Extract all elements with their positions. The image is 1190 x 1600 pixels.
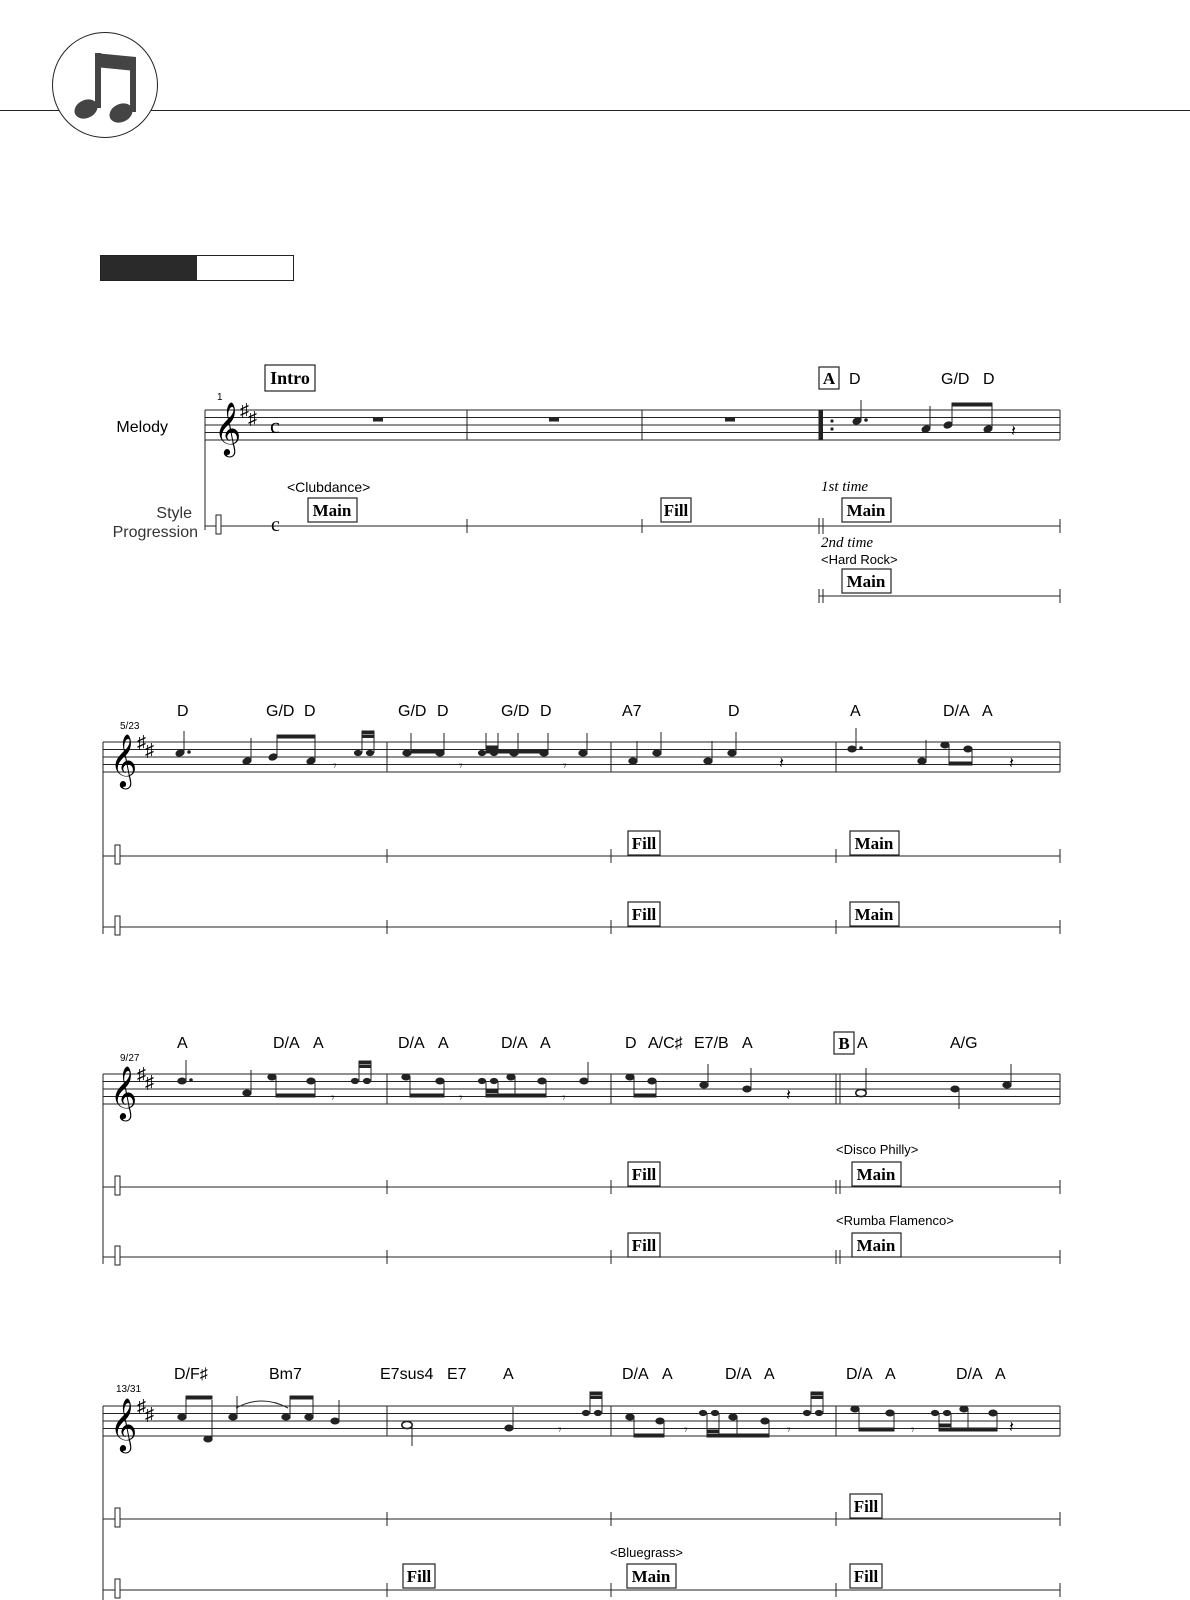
- eighth-rest: 𝄾: [563, 758, 567, 773]
- chord-symbol: E7sus4: [380, 1366, 434, 1383]
- chord-symbol: A: [313, 1035, 324, 1052]
- chord-symbol: D: [540, 703, 552, 720]
- system-2: [103, 703, 1060, 935]
- chord-symbol: E7/B: [694, 1035, 729, 1052]
- chord-symbol: A: [177, 1035, 188, 1052]
- key-signature: ♯: [145, 1404, 154, 1424]
- fill-label: Fill: [406, 1567, 432, 1586]
- style-track-1: [103, 845, 1060, 864]
- key-signature: ♯: [137, 1064, 146, 1084]
- treble-clef: 𝄞: [110, 1399, 138, 1450]
- whole-rest: [549, 418, 559, 422]
- melody-label: Melody: [116, 419, 168, 436]
- chord-symbol: A: [503, 1366, 514, 1383]
- style-name: <Clubdance>: [287, 479, 371, 495]
- style-name: <Disco Philly>: [836, 1142, 919, 1157]
- main-label: Main: [846, 572, 886, 591]
- chord-symbol: G/D: [266, 703, 295, 720]
- melody-notes: [178, 1392, 997, 1446]
- key-signature: ♯: [240, 400, 249, 420]
- chord-symbol: D/A: [725, 1366, 752, 1383]
- fill-label: Fill: [631, 905, 657, 924]
- main-label: Main: [631, 1567, 671, 1586]
- key-signature: ♯: [145, 740, 154, 760]
- quarter-rest: 𝄽: [1009, 1419, 1014, 1436]
- key-signature: ♯: [248, 408, 257, 428]
- chord-symbol: D: [625, 1035, 637, 1052]
- style-track-1: [103, 1508, 1060, 1527]
- eighth-rest: 𝄾: [684, 1422, 688, 1437]
- chord-symbol: A/G: [950, 1035, 978, 1052]
- treble-clef: 𝄞: [110, 735, 138, 786]
- fill-label: Fill: [631, 834, 657, 853]
- system-3: [103, 1032, 1060, 1265]
- chord-symbol: A: [850, 703, 861, 720]
- style-track-2: [103, 916, 1060, 935]
- melody-staff: [103, 1406, 1060, 1600]
- eighth-rest: 𝄾: [562, 1090, 566, 1105]
- chord-symbol: A7: [622, 703, 642, 720]
- eighth-rest: 𝄾: [911, 1422, 915, 1437]
- repeat-ending-label: 1st time: [821, 479, 869, 495]
- whole-rest: [725, 418, 735, 422]
- chord-symbol: D/A: [273, 1035, 300, 1052]
- chord-symbol: D: [304, 703, 316, 720]
- treble-clef: 𝄞: [110, 1067, 138, 1118]
- melody-staff: [103, 742, 1060, 930]
- chord-symbol: D/A: [846, 1366, 873, 1383]
- chord-symbol: D: [177, 703, 189, 720]
- time-signature: c: [270, 413, 280, 438]
- quarter-rest: 𝄽: [1011, 423, 1016, 440]
- chord-symbol: A: [438, 1035, 449, 1052]
- chord-symbol: A: [742, 1035, 753, 1052]
- treble-clef: 𝄞: [214, 403, 242, 454]
- eighth-rest: 𝄾: [331, 1090, 335, 1105]
- intro-label: Intro: [270, 368, 310, 388]
- style-name: <Hard Rock>: [821, 552, 898, 567]
- chord-symbol: A: [540, 1035, 551, 1052]
- rehearsal-mark-a-label: A: [822, 369, 836, 388]
- eighth-rest: 𝄾: [459, 758, 463, 773]
- fill-label: Fill: [853, 1567, 879, 1586]
- chord-symbol: G/D: [941, 371, 970, 388]
- eighth-rest: 𝄾: [787, 1422, 791, 1437]
- style-name: <Rumba Flamenco>: [836, 1213, 954, 1228]
- eighth-rest: 𝄾: [558, 1422, 562, 1437]
- style-track-2: [103, 1246, 1060, 1265]
- chord-symbol: D: [849, 371, 861, 388]
- quarter-rest: 𝄽: [1009, 755, 1014, 772]
- chord-symbol: D: [983, 371, 995, 388]
- melody-notes: [175, 728, 972, 765]
- chord-symbol: D/A: [943, 703, 970, 720]
- eighth-rest: 𝄾: [459, 1090, 463, 1105]
- chord-symbol: A: [857, 1035, 868, 1052]
- fill-label: Fill: [853, 1497, 879, 1516]
- key-signature: ♯: [137, 1396, 146, 1416]
- melody-staff: [103, 1074, 1060, 1260]
- repeat-ending-label: 2nd time: [821, 535, 874, 551]
- chord-symbol: G/D: [501, 703, 530, 720]
- system-4: [103, 1366, 1060, 1600]
- main-label: Main: [854, 834, 894, 853]
- chord-symbol: D: [728, 703, 740, 720]
- measure-number: 13/31: [116, 1384, 142, 1395]
- fill-label: Fill: [663, 501, 689, 520]
- chord-symbol: A/C♯: [648, 1035, 683, 1052]
- melody-notes: [852, 400, 993, 433]
- system-1: [113, 365, 1060, 603]
- key-signature: ♯: [137, 732, 146, 752]
- measure-number: 9/27: [120, 1053, 140, 1064]
- rehearsal-mark-b-label: B: [838, 1034, 850, 1053]
- main-label: Main: [312, 501, 352, 520]
- main-label: Main: [856, 1236, 896, 1255]
- key-signature: ♯: [145, 1072, 154, 1092]
- quarter-rest: 𝄽: [779, 755, 784, 772]
- chord-symbol: A: [995, 1366, 1006, 1383]
- whole-rest: [373, 418, 383, 422]
- chord-symbol: A: [764, 1366, 775, 1383]
- style-label-line1: Style: [156, 505, 192, 522]
- melody-notes: [178, 1060, 1011, 1109]
- chord-symbol: D/A: [956, 1366, 983, 1383]
- chord-symbol: A: [662, 1366, 673, 1383]
- chord-symbol: G/D: [398, 703, 427, 720]
- chord-symbol: D/A: [501, 1035, 528, 1052]
- chord-symbol: A: [885, 1366, 896, 1383]
- main-label: Main: [854, 905, 894, 924]
- style-track-2: [103, 1579, 1060, 1598]
- fill-label: Fill: [631, 1165, 657, 1184]
- chord-symbol: D/A: [398, 1035, 425, 1052]
- quarter-rest: 𝄽: [786, 1087, 791, 1104]
- fill-label: Fill: [631, 1236, 657, 1255]
- style-label-line2: Progression: [112, 524, 198, 541]
- chord-symbol: A: [982, 703, 993, 720]
- style-track-1: [103, 1176, 1060, 1195]
- chord-symbol: D/F♯: [174, 1366, 208, 1383]
- time-signature: c: [271, 514, 280, 536]
- measure-number: 1: [217, 392, 223, 403]
- measure-number: 5/23: [120, 721, 140, 732]
- eighth-rest: 𝄾: [333, 758, 337, 773]
- chord-symbol: E7: [447, 1366, 467, 1383]
- chord-symbol: Bm7: [269, 1366, 302, 1383]
- main-label: Main: [846, 501, 886, 520]
- chord-symbol: D/A: [622, 1366, 649, 1383]
- main-label: Main: [856, 1165, 896, 1184]
- style-name: <Bluegrass>: [610, 1545, 683, 1560]
- chord-symbol: D: [437, 703, 449, 720]
